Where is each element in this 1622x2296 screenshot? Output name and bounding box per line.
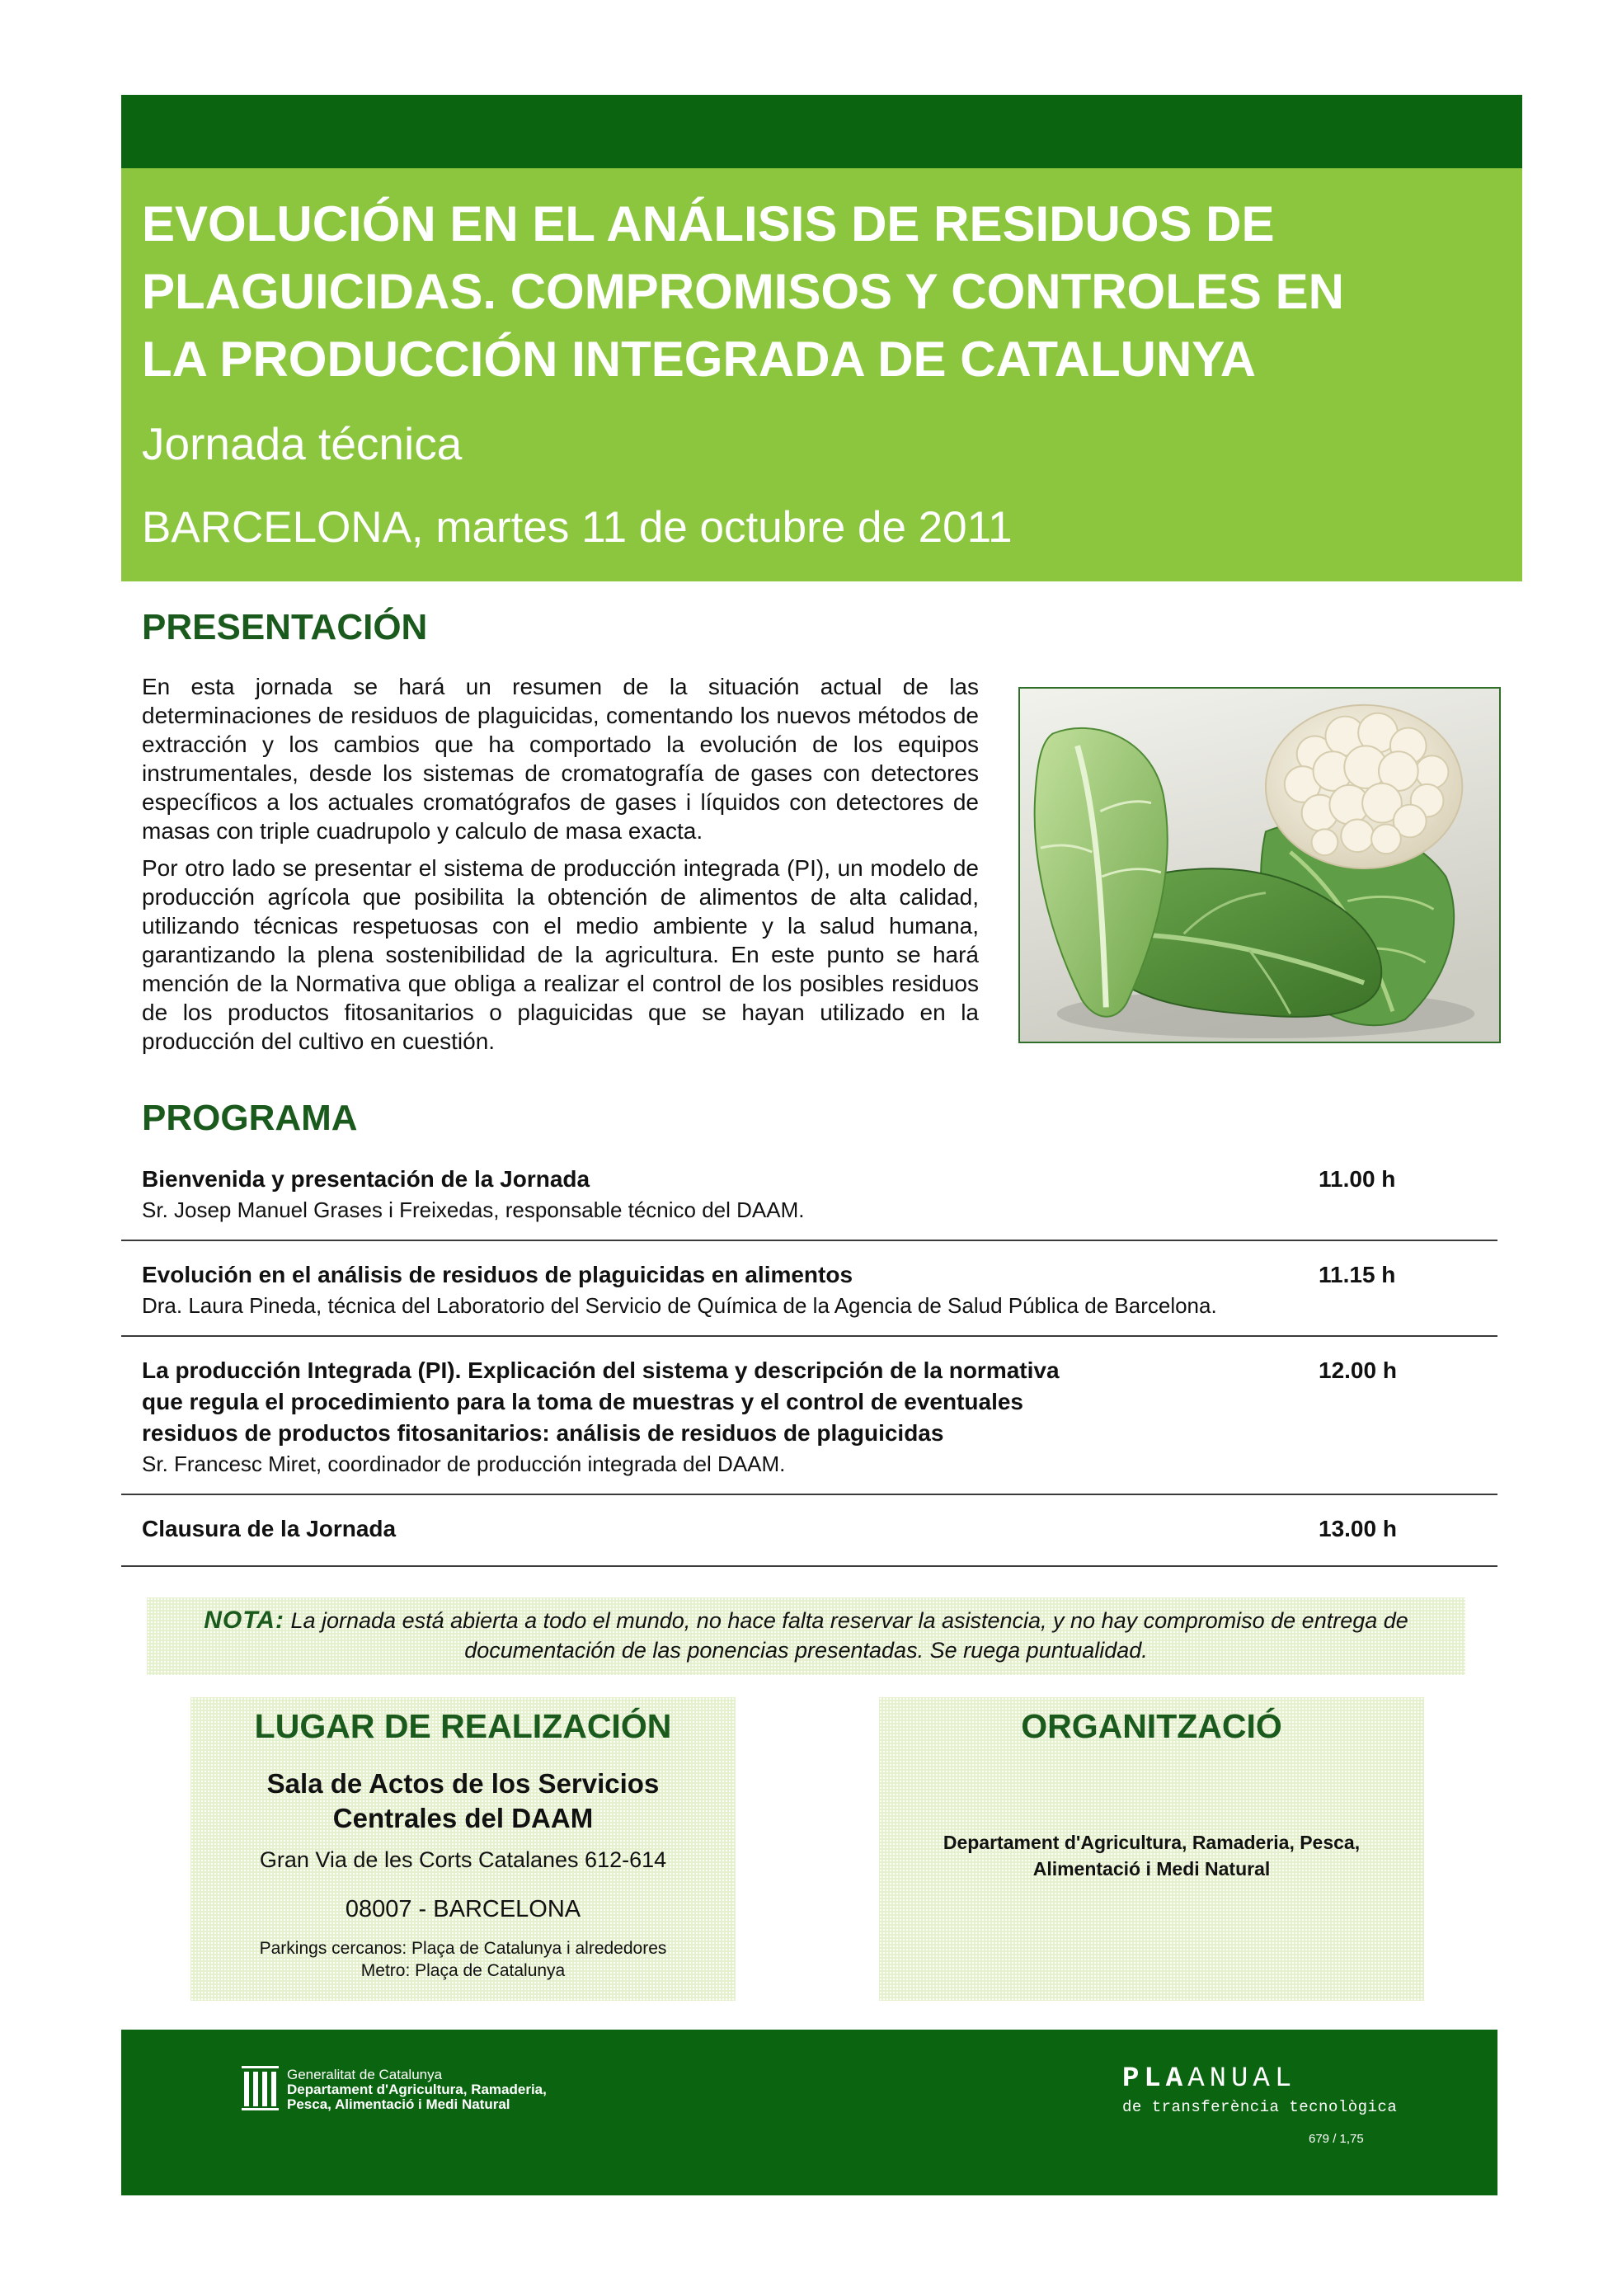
venue-name: Sala de Actos de los Servicios Centrales del DAAM — [266, 1768, 660, 1833]
note-label: NOTA: — [204, 1607, 284, 1634]
program-item-title: Bienvenida y presentación de la Jornada — [142, 1166, 590, 1192]
document-reference: 679 / 1,75 — [1309, 2132, 1364, 2146]
footer-department-line: Pesca, Alimentació i Medi Natural — [287, 2096, 510, 2112]
cauliflower-head — [1266, 705, 1462, 868]
note-box — [147, 1597, 1465, 1675]
footer-department — [287, 2068, 547, 2112]
note-text-block — [196, 1606, 1416, 1665]
venue-postcode-city: 08007 - BARCELONA — [345, 1896, 581, 1922]
plan-anual-subtitle: de transferència tecnològica — [1122, 2098, 1398, 2116]
program-item-title: Clausura de la Jornada — [142, 1516, 397, 1541]
program-item-speaker: Sr. Francesc Miret, coordinador de producción integrada del DAAM. — [142, 1451, 786, 1476]
program-item-title: Evolución en el análisis de residuos de plaguicidas en alimentos — [142, 1262, 853, 1287]
event-title-line: EVOLUCIÓN EN EL ANÁLISIS DE RESIDUOS DE — [142, 196, 1275, 252]
title-banner — [121, 168, 1522, 581]
event-title-line: PLAGUICIDAS. COMPROMISOS Y CONTROLES EN — [142, 264, 1344, 319]
program-item-time: 11.00 h — [1319, 1166, 1396, 1192]
venue-parking: Parkings cercanos: Plaça de Catalunya i alrededores — [259, 1939, 667, 1958]
program-item — [121, 1241, 1497, 1337]
program-item-title: La producción Integrada (PI). Explicación del sistema y descripción de la normativa — [142, 1357, 1060, 1383]
venue-box — [190, 1697, 736, 2001]
venue-address: Gran Via de les Corts Catalanes 612-614 — [259, 1847, 667, 1872]
organizer-name-line: Alimentació i Medi Natural — [1032, 1858, 1271, 1880]
plan-anual-logo — [1122, 2061, 1296, 2097]
top-bar — [121, 95, 1522, 168]
footer-government-name: Generalitat de Catalunya — [287, 2067, 443, 2082]
plan-anual-logo-strong: PLA — [1122, 2063, 1188, 2095]
program-item — [121, 1337, 1497, 1495]
event-place-date: BARCELONA, martes 11 de octubre de 2011 — [142, 503, 1013, 552]
program-item-time: 12.00 h — [1319, 1357, 1397, 1383]
presentation-text — [142, 672, 979, 1056]
program-item-time: 13.00 h — [1319, 1516, 1397, 1541]
organizer-box — [879, 1697, 1424, 2001]
venue-heading: LUGAR DE REALIZACIÓN — [254, 1707, 672, 1745]
venue-transport — [190, 1937, 736, 1982]
organizer-name-line: Departament d'Agricultura, Ramaderia, Pesca, — [943, 1832, 1361, 1853]
organizer-name — [879, 1829, 1424, 1882]
note-text: La jornada está abierta a todo el mundo, no hace falta reservar la asistencia, y no hay compromiso de entrega de documentación de las ponencias presentadas. Se ruega puntualidad. — [290, 1608, 1408, 1663]
footer-department-line: Departament d'Agricultura, Ramaderia, — [287, 2082, 547, 2097]
program-item-speaker: Sr. Josep Manuel Grases i Freixedas, responsable técnico del DAAM. — [142, 1197, 805, 1222]
program-list — [121, 1146, 1497, 1567]
venue-metro: Metro: Plaça de Catalunya — [360, 1961, 566, 1980]
program-item-title: residuos de productos fitosanitarios: análisis de residuos de plaguicidas — [142, 1420, 944, 1446]
event-type: Jornada técnica — [142, 418, 463, 469]
event-title-line: LA PRODUCCIÓN INTEGRADA DE CATALUNYA — [142, 332, 1257, 387]
presentation-paragraph: En esta jornada se hará un resumen de la situación actual de las determinaciones de residuos de plaguicidas, comentando los nuevos métodos de extracción y los cambios que ha comportado la evolución de los equipos instrumentales, desde los sistemas de cromatografía de gases con detectores específicos a los actuales cromatógrafos de gases i líquidos con detectores de masas con triple cuadrupolo y calculo de masa exacta. — [142, 674, 979, 844]
organizer-heading: ORGANITZACIÓ — [1021, 1707, 1282, 1745]
presentation-heading: PRESENTACIÓN — [142, 607, 428, 647]
program-item-speaker: Dra. Laura Pineda, técnica del Laboratorio del Servicio de Química de la Agencia de Salud Pública de Barcelona. — [142, 1293, 1217, 1318]
presentation-paragraph: Por otro lado se presentar el sistema de producción integrada (PI), un modelo de producción agrícola que posibilita la obtención de alimentos de alta calidad, utilizando técnicas respetuosas con el medio ambiente y la salud humana, garantizando la plena sostenibilidad de la agricultura. En este punto se hará mención de la Normativa que obliga a realizar el control de los posibles residuos de los productos fitosanitarios o plaguicidas que se hayan utilizado en la producción del cultivo en cuestión. — [142, 855, 979, 1054]
vegetables-illustration — [1020, 689, 1499, 1042]
lettuce-cauliflower-photo — [1018, 687, 1501, 1043]
program-item — [121, 1146, 1497, 1241]
program-item-title: que regula el procedimiento para la toma de muestras y el control de eventuales — [142, 1389, 1024, 1414]
footer-bar — [121, 2030, 1497, 2195]
program-item — [121, 1495, 1497, 1567]
plan-anual-logo-rest: ANUAL — [1187, 2063, 1297, 2095]
generalitat-logo-icon — [242, 2066, 279, 2110]
program-heading: PROGRAMA — [142, 1098, 358, 1138]
program-item-time: 11.15 h — [1319, 1262, 1396, 1287]
